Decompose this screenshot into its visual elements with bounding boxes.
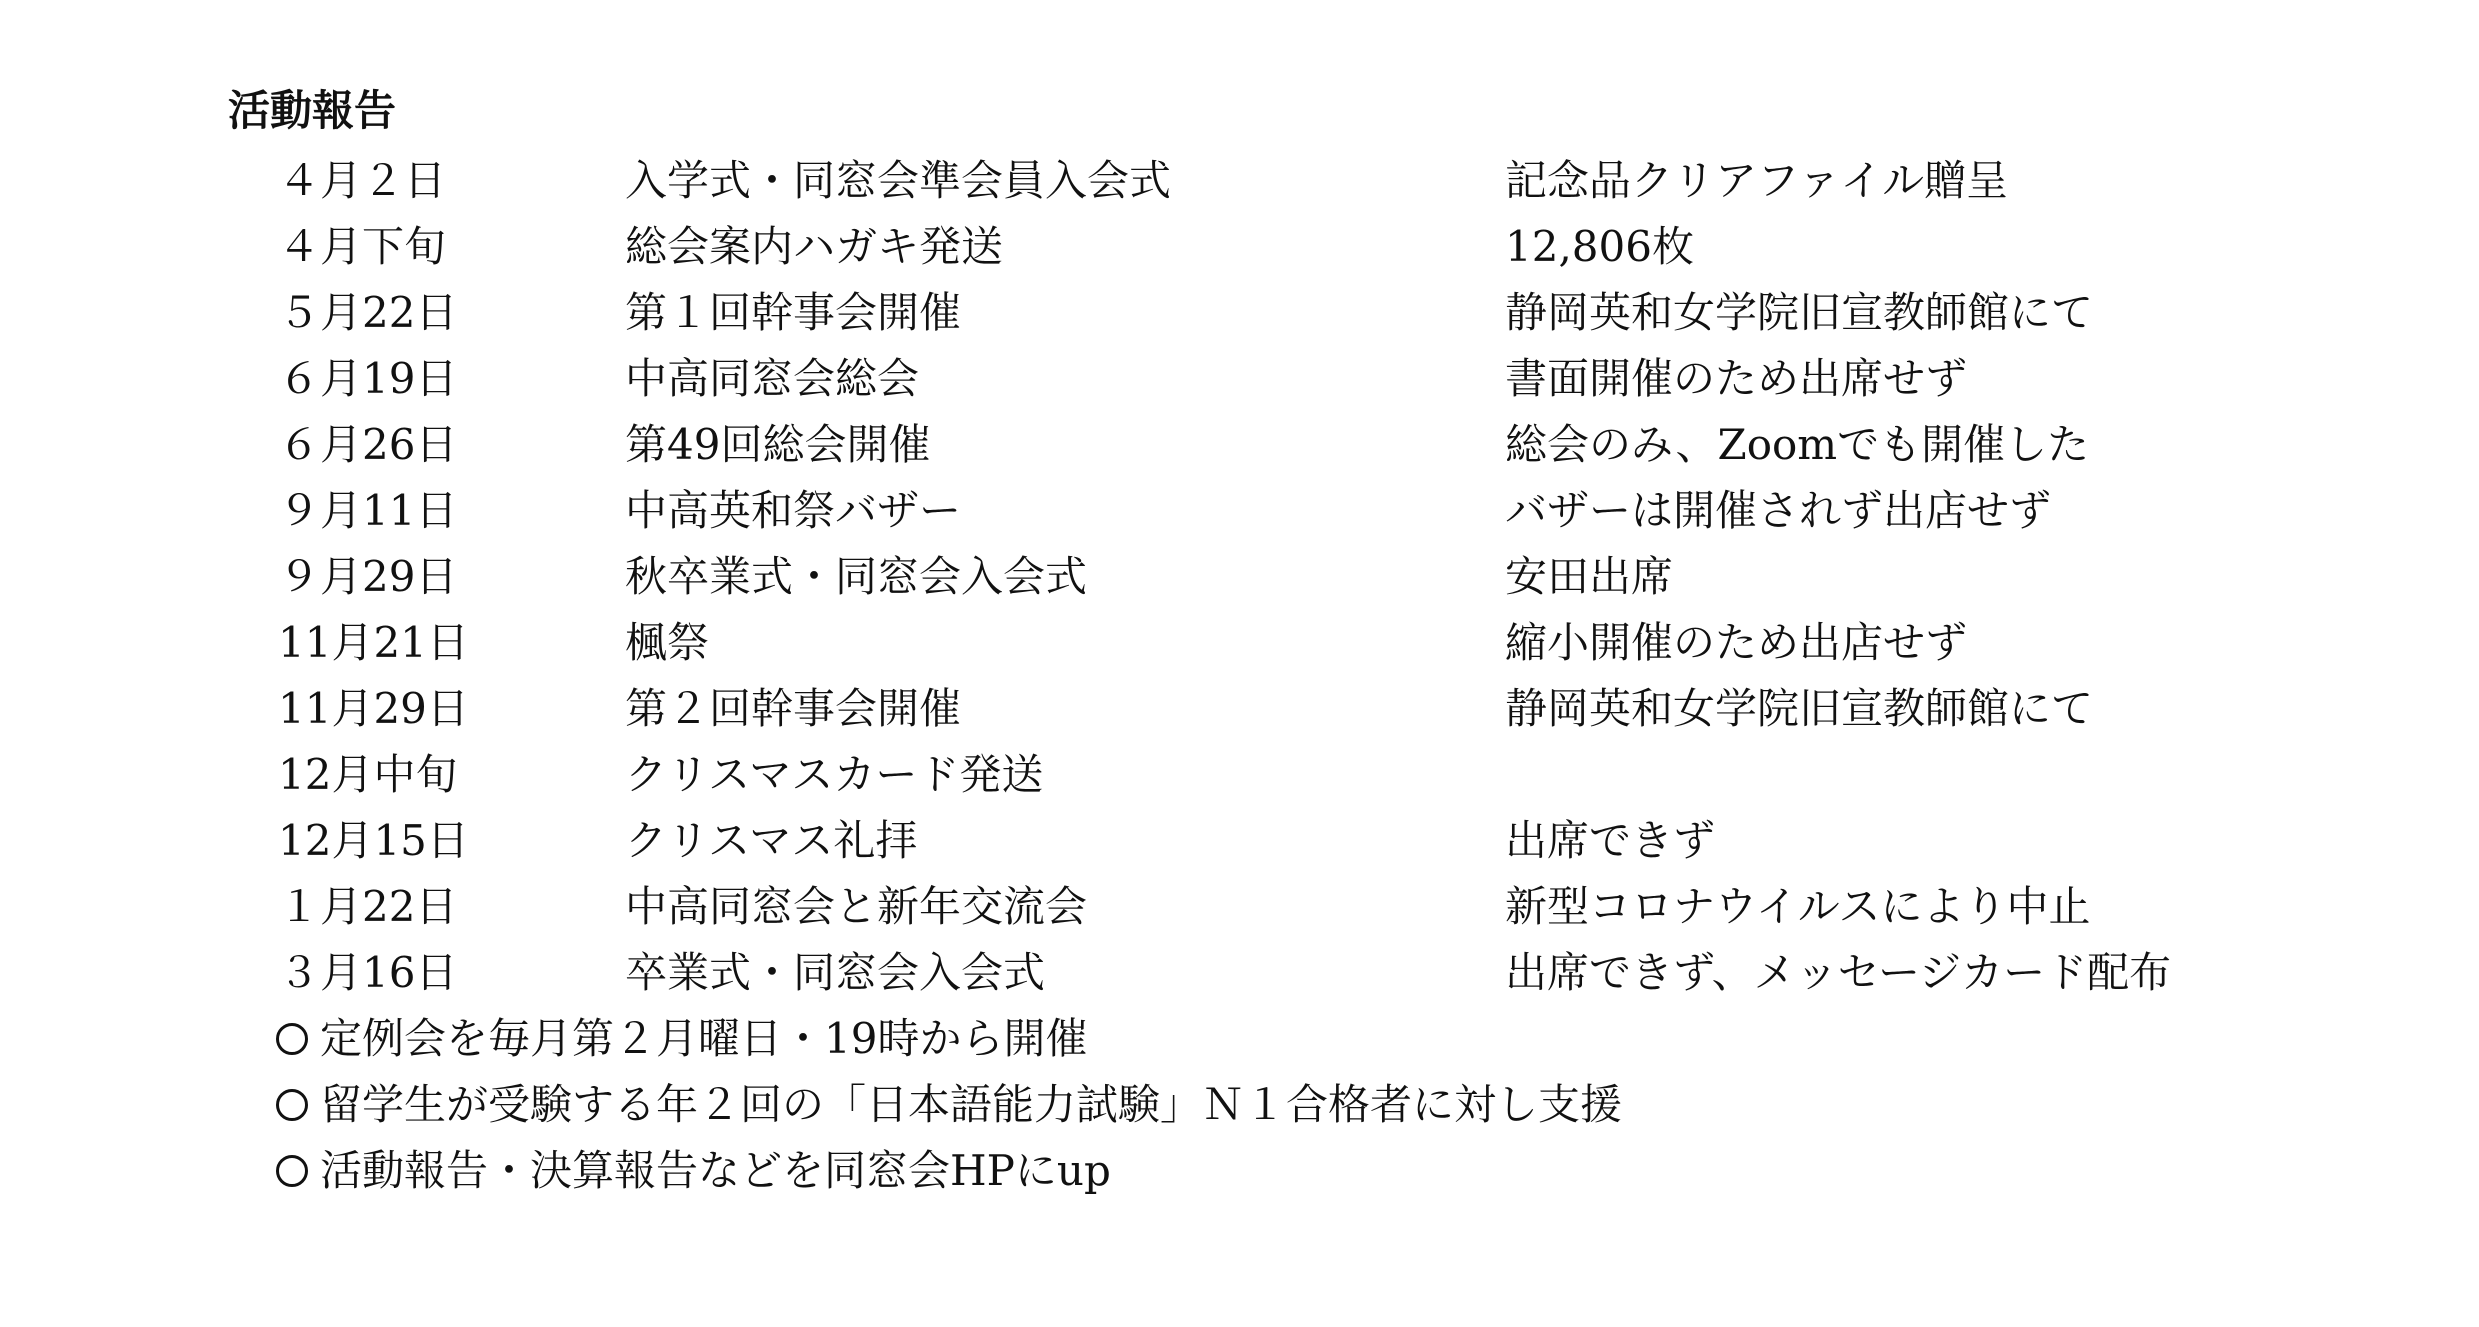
event-row — [0, 940, 2479, 1006]
event-title: 総会案内ハガキ発送 — [625, 222, 1004, 271]
event-row — [0, 742, 2479, 808]
event-date: ９月29日 — [278, 552, 458, 601]
event-title: 秋卒業式・同窓会入会式 — [625, 552, 1088, 601]
event-date: 11月21日 — [278, 618, 469, 667]
event-title: 第49回総会開催 — [625, 420, 931, 469]
event-date: ９月11日 — [278, 486, 458, 535]
event-row — [0, 478, 2479, 544]
event-date: 11月29日 — [278, 684, 469, 733]
event-row — [0, 544, 2479, 610]
event-date: １月22日 — [278, 882, 458, 931]
event-title: 中高英和祭バザー — [625, 486, 962, 535]
event-date: ４月２日 — [278, 156, 447, 205]
event-row — [0, 412, 2479, 478]
event-row — [0, 280, 2479, 346]
event-date: ５月22日 — [278, 288, 458, 337]
event-title: 中高同窓会総会 — [625, 354, 920, 403]
event-note: 記念品クリアファイル贈呈 — [1505, 156, 2009, 205]
event-date: ６月26日 — [278, 420, 458, 469]
event-title: 中高同窓会と新年交流会 — [625, 882, 1088, 931]
event-row — [0, 808, 2479, 874]
note-text: 留学生が受験する年２回の「日本語能力試験」Ｎ１合格者に対し支援 — [320, 1080, 1623, 1129]
event-date: ４月下旬 — [278, 222, 447, 271]
note-text: 活動報告・決算報告などを同窓会HPにup — [320, 1146, 1111, 1195]
event-row — [0, 214, 2479, 280]
event-date: ３月16日 — [278, 948, 458, 997]
event-row — [0, 874, 2479, 940]
event-note: 縮小開催のため出店せず — [1505, 618, 1968, 667]
event-note: 静岡英和女学院旧宣教師館にて — [1505, 288, 2094, 337]
note-text: 定例会を毎月第２月曜日・19時から開催 — [320, 1014, 1088, 1063]
event-title: 第１回幹事会開催 — [625, 288, 962, 337]
circle-bullet-icon — [276, 1089, 308, 1121]
event-row — [0, 610, 2479, 676]
event-note: 12,806枚 — [1505, 222, 1694, 271]
note-item — [0, 1138, 2479, 1204]
event-title: クリスマスカード発送 — [625, 750, 1044, 799]
event-row — [0, 346, 2479, 412]
event-date: 12月中旬 — [278, 750, 458, 799]
note-item — [0, 1072, 2479, 1138]
event-row — [0, 676, 2479, 742]
activity-notes — [0, 1006, 2479, 1204]
circle-bullet-icon — [276, 1155, 308, 1187]
event-note: 新型コロナウイルスにより中止 — [1505, 882, 2091, 931]
event-date: ６月19日 — [278, 354, 458, 403]
note-item — [0, 1006, 2479, 1072]
event-title: 入学式・同窓会準会員入会式 — [625, 156, 1172, 205]
event-list — [0, 148, 2479, 1006]
event-title: クリスマス礼拝 — [625, 816, 918, 865]
circle-bullet-icon — [276, 1023, 308, 1055]
event-title: 楓祭 — [625, 618, 710, 667]
event-title: 卒業式・同窓会入会式 — [625, 948, 1046, 997]
event-row — [0, 148, 2479, 214]
report-heading: 活動報告 — [228, 86, 397, 135]
event-date: 12月15日 — [278, 816, 469, 865]
event-note: 出席できず、メッセージカード配布 — [1505, 948, 2172, 997]
event-note: 書面開催のため出席せず — [1505, 354, 1968, 403]
event-note: 安田出席 — [1505, 552, 1674, 601]
event-note: バザーは開催されず出店せず — [1505, 486, 2052, 535]
event-note: 出席できず — [1505, 816, 1716, 865]
event-note: 総会のみ、Zoomでも開催した — [1505, 420, 2090, 469]
event-note: 静岡英和女学院旧宣教師館にて — [1505, 684, 2094, 733]
event-title: 第２回幹事会開催 — [625, 684, 962, 733]
